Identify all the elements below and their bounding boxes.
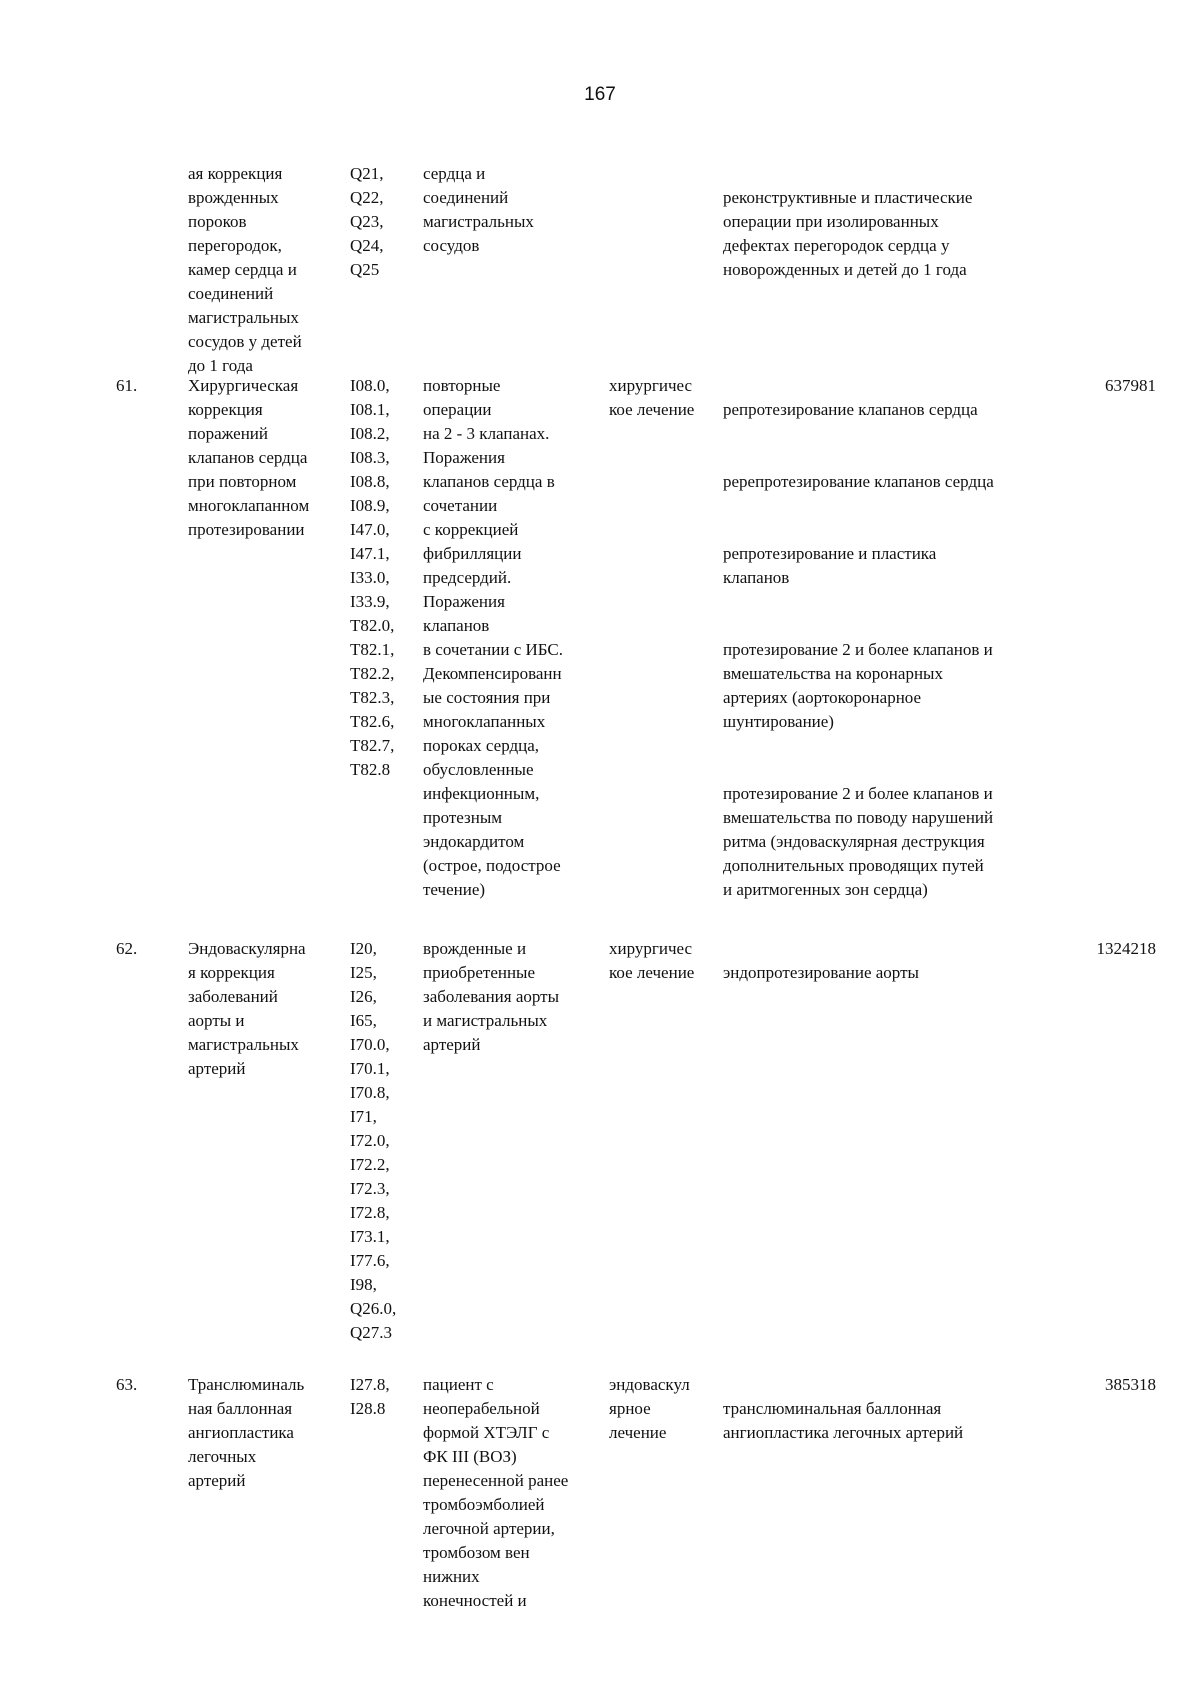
treatment-methods <box>723 1373 1076 1469</box>
row-number: 63. <box>116 1375 138 1394</box>
cost-value: 1324218 <box>1096 939 1156 958</box>
treatment-method: ререпротезирование клапанов сердца <box>723 472 994 491</box>
icd-codes: I08.0, I08.1, I08.2, I08.3, I08.8, I08.9, I47.0, I47.1, I33.0, I33.9, T82.0, T82.1, T82.2, T82.3, T82.6, T82.7, T82.8 <box>350 376 395 779</box>
patient-model: повторные операции на 2 - 3 клапанах. Поражения клапанов сердца в сочетании с коррекцией фибрилляции предсердий. Поражения клапанов в сочетании с ИБС. Декомпенсированн ые состояния при многоклапанных пороках сердца, обусловленные инфекционным, протезным эндокардитом (острое, подострое течение) <box>423 376 564 899</box>
page-number: 167 <box>584 84 616 105</box>
procedures-table <box>116 162 1156 1613</box>
table-row <box>116 162 1156 374</box>
treatment-type: хирургичес кое лечение <box>609 939 695 982</box>
treatment-methods <box>723 374 1076 926</box>
cost-value: 637981 <box>1105 376 1156 395</box>
icd-codes: I20, I25, I26, I65, I70.0, I70.1, I70.8, I71, I72.0, I72.2, I72.3, I72.8, I73.1, I77.6, I98, Q26.0, Q27.3 <box>350 939 397 1342</box>
treatment-type: хирургичес кое лечение <box>609 376 695 419</box>
table-row <box>116 1373 1156 1613</box>
table-row <box>116 374 1156 926</box>
treatment-method: эндопротезирование аорты <box>723 963 919 982</box>
treatment-method: репротезирование клапанов сердца <box>723 400 978 419</box>
treatment-methods <box>723 937 1076 1009</box>
icd-codes: I27.8, I28.8 <box>350 1375 390 1418</box>
treatment-type: эндоваскул ярное лечение <box>609 1375 690 1442</box>
procedure-name: Транслюминаль ная баллонная ангиопластика легочных артерий <box>188 1375 305 1490</box>
procedure-name: Эндоваскулярна я коррекция заболеваний аорты и магистральных артерий <box>188 939 306 1078</box>
treatment-method: репротезирование и пластика клапанов <box>723 544 937 587</box>
treatment-method: транслюминальная баллонная ангиопластика легочных артерий <box>723 1399 964 1442</box>
row-number: 61. <box>116 376 138 395</box>
row-number: 62. <box>116 939 138 958</box>
patient-model: врожденные и приобретенные заболевания аорты и магистральных артерий <box>423 939 559 1054</box>
cost-value: 385318 <box>1105 1375 1156 1394</box>
treatment-method: протезирование 2 и более клапанов и вмешательства по поводу нарушений ритма (эндоваскулярная деструкция дополнительных проводящих путей и аритмогенных зон сердца) <box>723 784 994 899</box>
treatment-methods <box>723 162 1076 306</box>
procedure-name: Хирургическая коррекция поражений клапанов сердца при повторном многоклапанном протезировании <box>188 376 310 539</box>
table-row <box>116 937 1156 1345</box>
icd-codes: Q21, Q22, Q23, Q24, Q25 <box>350 164 384 279</box>
treatment-method: протезирование 2 и более клапанов и вмешательства на коронарных артериях (аортокоронарное шунтирование) <box>723 640 993 731</box>
procedure-name: ая коррекция врожденных пороков перегородок, камер сердца и соединений магистральных сосудов у детей до 1 года <box>188 164 302 375</box>
treatment-method: реконструктивные и пластические операции при изолированных дефектах перегородок сердца у новорожденных и детей до 1 года <box>723 188 973 279</box>
patient-model: сердца и соединений магистральных сосудов <box>423 164 534 255</box>
patient-model: пациент с неоперабельной формой ХТЭЛГ с ФК III (ВОЗ) перенесенной ранее тромбоэмболией легочной артерии, тромбозом вен нижних конечностей и <box>423 1375 569 1610</box>
